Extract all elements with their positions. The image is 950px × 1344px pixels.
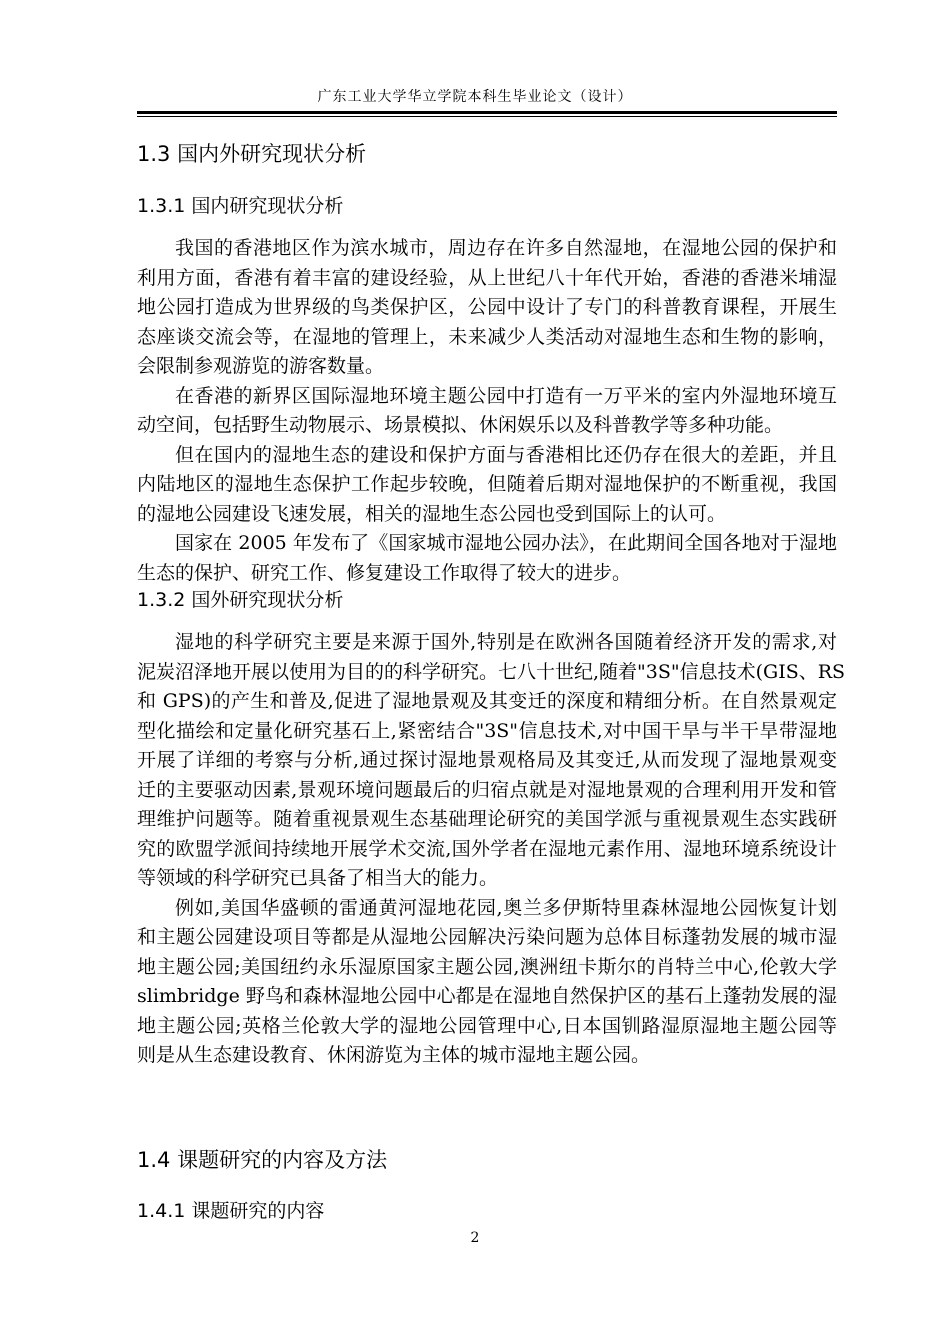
paragraph-line: slimbridge 野鸟和森林湿地公园中心都是在湿地自然保护区的基石上蓬勃发展的湿: [137, 985, 837, 1007]
running-header: 广东工业大学华立学院本科生毕业论文（设计）: [317, 89, 633, 105]
paragraph-line: 究的欧盟学派间持续地开展学术交流,国外学者在湿地元素作用、湿地环境系统设计: [137, 837, 837, 860]
paragraph-line: 在香港的新界区国际湿地环境主题公园中打造有一万平米的室内外湿地环境互: [175, 384, 837, 407]
paragraph-line: 型化描绘和定量化研究基石上,紧密结合"3S"信息技术,对中国干旱与半干旱带湿地: [137, 719, 837, 742]
paragraph: [137, 441, 837, 530]
paragraph-line: 地公园打造成为世界级的鸟类保护区，公园中设计了专门的科普教育课程，开展生: [137, 296, 837, 318]
heading-1-3-1: 1.3.1 国内研究现状分析: [137, 195, 344, 217]
paragraph-line: 的湿地公园建设飞速发展，相关的湿地生态公园也受到国际上的认可。: [137, 502, 727, 525]
paragraph: [137, 628, 846, 894]
paragraph-line: 利用方面，香港有着丰富的建设经验，从上世纪八十年代开始，香港的香港米埔湿: [137, 266, 837, 289]
foreign-body: [137, 628, 846, 1071]
paragraph-line: 和主题公园建设项目等都是从湿地公园解决污染问题为总体目标蓬勃发展的城市湿: [137, 926, 837, 948]
paragraph: [137, 234, 837, 382]
heading-1-3: 1.3 国内外研究现状分析: [137, 142, 367, 166]
page-number: 2: [470, 1230, 480, 1246]
heading-1-3-2: 1.3.2 国外研究现状分析: [137, 589, 344, 611]
paragraph-line: 会限制参观游览的游客数量。: [137, 355, 385, 377]
paragraph: [137, 382, 837, 441]
paragraph-line: 开展了详细的考察与分析,通过探讨湿地景观格局及其变迁,从而发现了湿地景观变: [137, 749, 837, 771]
header-rule: [137, 111, 837, 117]
paragraph-line: 国家在 2005 年发布了《国家城市湿地公园办法》，在此期间全国各地对于湿地: [175, 532, 837, 554]
paragraph-line: 湿地的科学研究主要是来源于国外,特别是在欧洲各国随着经济开发的需求,对: [175, 631, 837, 653]
paragraph-line: 但在国内的湿地生态的建设和保护方面与香港相比还仍存在很大的差距，并且: [175, 443, 837, 466]
paragraph-line: 理维护问题等。随着重视景观生态基础理论研究的美国学派与重视景观生态实践研: [137, 808, 837, 830]
paragraph: [137, 894, 837, 1071]
heading-1-4: 1.4 课题研究的内容及方法: [137, 1148, 388, 1172]
paragraph-line: 动空间，包括野生动物展示、场景模拟、休闲娱乐以及科普教学等多种功能。: [137, 414, 784, 436]
paragraph-line: 迁的主要驱动因素,景观环境问题最后的归宿点就是对湿地景观的合理利用开发和管: [137, 778, 837, 801]
heading-1-4-1: 1.4.1 课题研究的内容: [137, 1200, 325, 1222]
paragraph-line: 例如,美国华盛顿的雷通黄河湿地花园,奥兰多伊斯特里森林湿地公园恢复计划: [175, 896, 837, 919]
paragraph-line: 等领域的科学研究已具备了相当大的能力。: [137, 867, 499, 889]
paragraph-line: 则是从生态建设教育、休闲游览为主体的城市湿地主题公园。: [137, 1044, 651, 1066]
domestic-body: [137, 234, 837, 588]
paragraph: [137, 529, 837, 588]
paragraph-line: 生态的保护、研究工作、修复建设工作取得了较大的进步。: [137, 561, 632, 584]
paragraph-line: 态座谈交流会等，在湿地的管理上，未来减少人类活动对湿地生态和生物的影响，: [137, 325, 837, 348]
paragraph-line: 我国的香港地区作为滨水城市，周边存在许多自然湿地，在湿地公园的保护和: [175, 237, 837, 259]
paragraph-line: 地主题公园;英格兰伦敦大学的湿地公园管理中心,日本国钏路湿原湿地主题公园等: [137, 1014, 837, 1037]
paragraph-line: 和 GPS)的产生和普及,促进了湿地景观及其变迁的深度和精细分析。在自然景观定: [137, 690, 837, 712]
paragraph-line: 泥炭沼泽地开展以使用为目的的科学研究。七八十世纪,随着"3S"信息技术(GIS、RS: [137, 660, 846, 683]
paragraph-line: 地主题公园;美国纽约永乐湿原国家主题公园,澳洲纽卡斯尔的肖特兰中心,伦敦大学: [137, 955, 837, 978]
paragraph-line: 内陆地区的湿地生态保护工作起步较晚，但随着后期对湿地保护的不断重视，我国: [137, 473, 837, 495]
